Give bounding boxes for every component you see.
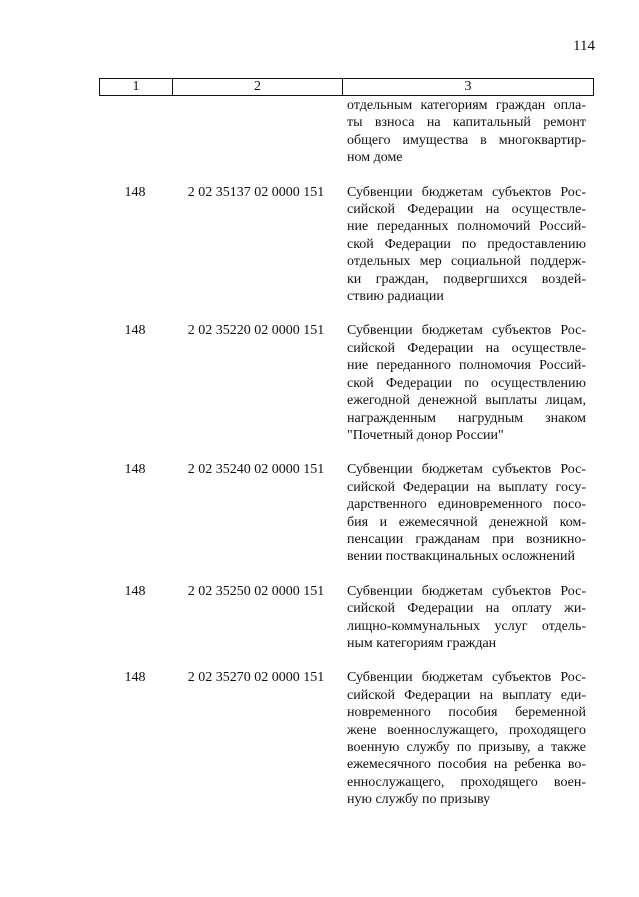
- description-line: вении поствакцинальных осложнений: [347, 549, 575, 565]
- description-line: общего имущества в многоквартир-: [347, 132, 586, 148]
- column-header-1: 1: [132, 79, 140, 94]
- table-row: [99, 461, 594, 565]
- table-row: [99, 322, 594, 444]
- budget-code: 2 02 35220 02 0000 151: [187, 323, 325, 339]
- budget-code: [171, 97, 341, 167]
- description-line: ствию радиации: [347, 289, 444, 305]
- description-line: сийской Федерации на оплату жи-: [347, 601, 586, 617]
- description-line: ную службу по призыву: [347, 792, 491, 808]
- row-description: [341, 461, 594, 565]
- page-number: 114: [573, 38, 595, 54]
- description-line: ным категориям граждан: [347, 635, 497, 651]
- budget-code: 2 02 35270 02 0000 151: [187, 670, 325, 686]
- row-number: 148: [124, 670, 146, 686]
- description-line: Субвенции бюджетам субъектов Рос-: [347, 323, 586, 339]
- description-line: ской Федерации по предоставлению: [347, 236, 586, 252]
- table-row: [99, 583, 594, 653]
- description-line: награжденным нагрудным знаком: [347, 410, 586, 426]
- row-number: 148: [124, 323, 146, 339]
- description-line: лищно-коммунальных услуг отдель-: [347, 618, 586, 634]
- description-line: еннослужащего, проходящего воен-: [347, 774, 586, 790]
- row-description: [341, 669, 594, 808]
- description-line: сийской Федерации на выплату госу-: [347, 479, 586, 495]
- description-line: жене военнослужащего, проходящего: [347, 722, 586, 738]
- table-row: [99, 184, 594, 306]
- budget-code: 2 02 35240 02 0000 151: [187, 462, 325, 478]
- description-line: бия и ежемесячной денежной ком-: [347, 514, 586, 530]
- description-line: военную службу по призыву, а также: [347, 740, 586, 755]
- description-line: ежемесячного пособия на ребенка во-: [347, 757, 586, 773]
- description-line: дарственного единовременного посо-: [347, 497, 586, 513]
- row-number: [99, 97, 171, 167]
- description-line: ты взноса на капитальный ремонт: [347, 115, 586, 131]
- description-line: Субвенции бюджетам субъектов Рос-: [347, 184, 586, 200]
- description-line: Субвенции бюджетам субъектов Рос-: [347, 462, 586, 478]
- description-line: ской Федерации по осуществлению: [347, 375, 586, 391]
- budget-code: 2 02 35250 02 0000 151: [187, 583, 325, 599]
- description-line: новременного пособия беременной: [347, 705, 586, 721]
- row-description: [341, 322, 594, 444]
- table-row: [99, 97, 594, 167]
- description-line: ежегодной денежной выплаты лицам,: [347, 393, 586, 409]
- description-line: Субвенции бюджетам субъектов Рос-: [347, 583, 586, 599]
- table-body: [99, 97, 594, 809]
- row-number: 148: [124, 583, 146, 599]
- row-description: [341, 583, 594, 653]
- description-line: ки граждан, подвергшихся воздей-: [347, 271, 586, 287]
- row-number: 148: [124, 184, 146, 200]
- row-number: 148: [124, 462, 146, 478]
- description-line: сийской Федерации на осуществле-: [347, 202, 586, 218]
- budget-code: 2 02 35137 02 0000 151: [187, 184, 325, 200]
- column-header-2: 2: [172, 79, 342, 95]
- description-line: сийской Федерации на выплату еди-: [347, 687, 586, 703]
- description-line: ние переданных полномочий Россий-: [347, 219, 586, 235]
- row-description: [341, 97, 594, 167]
- column-header-3: 3: [342, 79, 593, 95]
- description-line: отдельным категориям граждан опла-: [347, 98, 586, 113]
- description-line: Субвенции бюджетам субъектов Рос-: [347, 670, 586, 686]
- description-line: "Почетный донор России": [347, 427, 504, 443]
- description-line: ном доме: [347, 150, 403, 166]
- table-header: [99, 78, 594, 96]
- row-description: [341, 184, 594, 306]
- description-line: отдельных мер социальной поддерж-: [347, 254, 586, 270]
- description-line: пенсации гражданам при возникно-: [347, 531, 586, 547]
- description-line: сийской Федерации на осуществле-: [347, 340, 586, 356]
- description-line: ние переданного полномочия Россий-: [347, 358, 586, 374]
- table-row: [99, 669, 594, 808]
